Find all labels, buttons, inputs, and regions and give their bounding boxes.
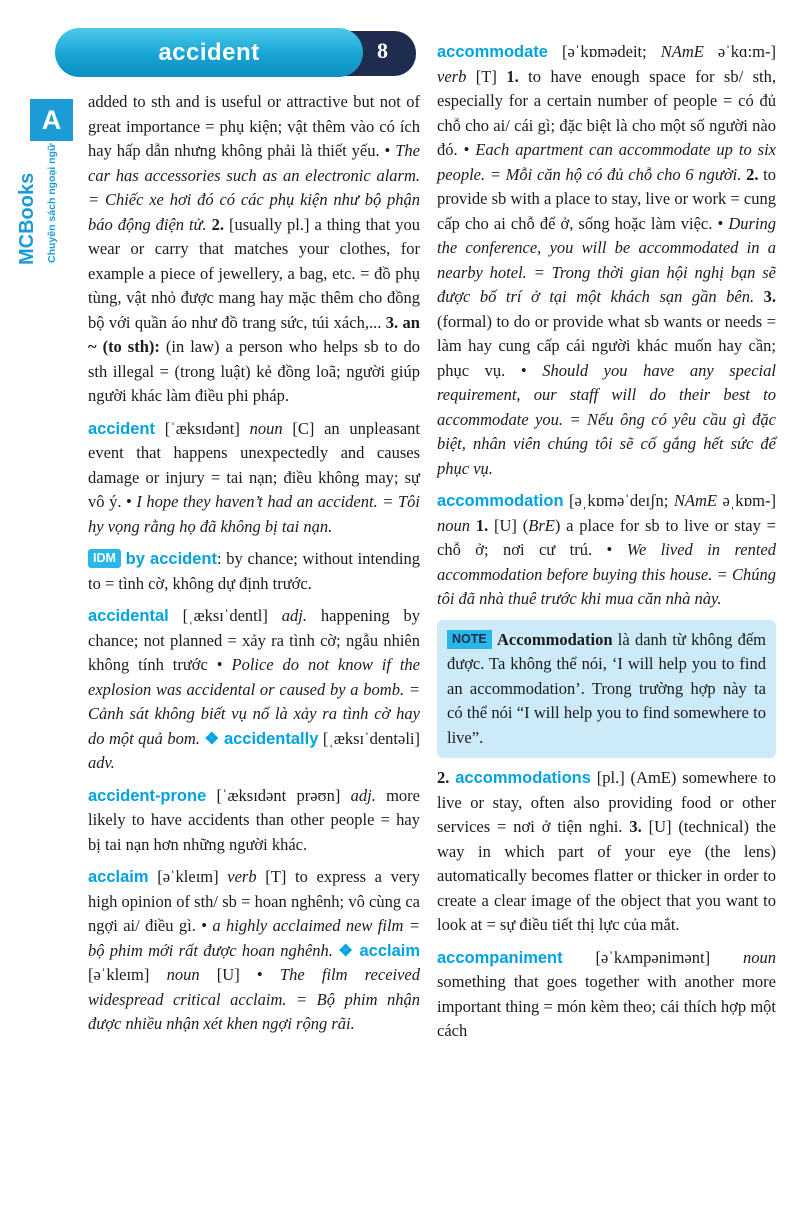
entry-accommodation <box>437 489 776 612</box>
entry-text: 3. <box>629 817 642 836</box>
entry-accident <box>88 417 420 540</box>
headword: accompaniment <box>437 948 563 967</box>
headword: accident <box>88 419 155 438</box>
entry-text: [ˈæksɪdənt prəʊn] <box>206 785 351 805</box>
section-letter: A <box>41 104 62 135</box>
page-number: 8 <box>377 38 388 63</box>
note-accommodation <box>437 620 776 759</box>
entry-text: adj. <box>281 606 307 625</box>
note-badge: NOTE <box>447 630 492 649</box>
entry-text: noun <box>249 418 283 438</box>
entry-text: noun <box>166 965 200 984</box>
entry-text: NAmE <box>673 491 717 510</box>
headword: accommodate <box>437 43 548 61</box>
headword: accidentally <box>223 729 319 748</box>
headword: accommodation <box>437 492 564 510</box>
entry-text: verb <box>227 867 257 886</box>
section-letter-tab <box>30 99 73 141</box>
publisher-logo: MCBooks <box>16 172 38 265</box>
headword: acclaim <box>88 868 149 886</box>
entry-accidental <box>88 604 420 776</box>
derivative-marker-icon: ❖ <box>332 940 360 960</box>
entry-text: verb <box>437 66 467 86</box>
entry-text: là danh từ không đếm được. Ta không thể nói, ‘I will help you to find an accommodation’. Trong trường hợp này ta có thể nói “I will help you to find somewhere to live”. <box>447 629 767 747</box>
page-header-banner <box>55 28 363 77</box>
entry-text: BrE <box>528 515 555 535</box>
entry-text: The film received widespread critical acclaim. = Bộ phim nhận được nhiều nhận xét khen ngợi rộng rãi. <box>88 965 420 1033</box>
entry-text: Each apartment can accommodate up to six people. = Mỗi căn hộ có đủ chỗ cho 6 người. <box>437 140 776 184</box>
headword: acclaim <box>359 941 421 960</box>
entry-text: more likely to have accidents than other people = hay bị tai nạn hơn những người khác. <box>88 785 420 854</box>
entry-accessory-continuation <box>88 90 420 409</box>
headword: accommodations <box>455 769 591 787</box>
entry-text: [U] • <box>199 965 280 984</box>
entry-text: əˈkɑ:m-] <box>703 42 776 61</box>
derivative-marker-icon: ❖ <box>199 728 224 748</box>
entry-text: əˌkɒm-] <box>716 491 776 510</box>
entry-text: 1. <box>475 515 489 535</box>
entry-text: I hope they haven’t had an accident. = Tôi hy vọng rằng họ đã không bị tai nạn. <box>88 492 420 536</box>
entry-text: : by chance; without intending to = tình cờ, không dự định trước. <box>88 549 420 593</box>
publisher-tagline: Chuyên sách ngoại ngữ <box>46 143 58 263</box>
entry-text: NAmE <box>660 42 704 61</box>
entry-text: 3. <box>763 287 776 306</box>
entry-text: noun <box>743 947 776 967</box>
entry-text: [əˈkʌmpənimənt] <box>562 947 743 967</box>
entry-text <box>754 287 764 306</box>
entry-text: [ˌæksɪˈdentl] <box>168 606 282 625</box>
entry-text: 2. <box>437 768 450 787</box>
idm-by-accident <box>88 547 420 596</box>
entry-text: [U] ( <box>488 515 529 535</box>
entry-text: [ˌæksɪˈdentəli] <box>318 728 420 748</box>
entry-text: Police do not know if the explosion was accidental or caused by a bomb. = Cảnh sát không biết vụ nổ là xảy ra tình cờ hay do một quả bom. <box>88 655 421 748</box>
entry-text: happening by chance; not planned = xảy ra tình cờ; ngẫu nhiên không tính trước • <box>88 606 420 674</box>
header-guide-word: accident <box>158 38 260 66</box>
entry-text: [U] (technical) the way in which part of your eye (the lens) automatically becomes flatter or thicker in order to create a clear image of the object that you want to look at = sự điều tiết thị lực của mắt. <box>437 817 776 934</box>
entry-text: 2. <box>211 214 225 234</box>
entry-text: 3. an ~ (to sth): <box>88 312 420 356</box>
entry-text: adj. <box>350 785 376 805</box>
entry-text: something that goes together with another more important thing = món kèm theo; cái thích hợp một cách <box>437 972 776 1040</box>
entry-text: [T] <box>466 66 507 86</box>
entry-text: [əˈkɒmədeit; <box>547 42 661 61</box>
entry-text: (in law) a person who helps sb to do sth illegal = (trong luật) kẻ đồng loã; người giúp người khác làm điều phi pháp. <box>88 337 420 405</box>
headword: accidental <box>88 607 169 625</box>
entry-text: [əˈkleɪm] <box>148 867 228 886</box>
entry-text: [pl.] (AmE) somewhere to live or stay, often also providing food or other services = nơi ở tiện nghi. <box>437 768 776 836</box>
entry-text: 1. <box>506 66 519 86</box>
entry-text: Accommodation <box>497 629 613 649</box>
entry-text: noun <box>437 515 470 535</box>
entry-text: to have enough space for sb/ sth, especially for a certain number of people = có đủ chỗ cho ai/ cái gì; đặc biệt là cho một số người nào đó. • <box>437 66 776 159</box>
entry-text: [T] to express a very high opinion of sth/ sb = hoan nghênh; vô cùng ca ngợi ai/ điều gì. • <box>88 867 420 935</box>
entry-text: [usually pl.] a thing that you wear or carry that matches your clothes, for example a piece of jewellery, a bag, etc. = đồ phụ tùng, vật nhỏ được mang hay mặc thêm cho đồng bộ với quần áo như đồ trang sức, túi xách,... <box>88 214 420 332</box>
entry-text: ) a place for sb to live or stay = chỗ ở; nơi cư trú. • <box>437 515 776 559</box>
entry-accident-prone <box>88 784 420 858</box>
entry-text: During the conference, you will be accommodated in a nearby hotel. = Trong thời gian hội nghị bạn sẽ được bố trí ở tại một khách sạn gần bên. <box>437 213 776 306</box>
entry-text: adv. <box>88 753 115 772</box>
entry-text: [əˌkɒməˈdeɪʃn; <box>563 491 674 510</box>
entry-accommodations <box>437 766 776 938</box>
entry-text: a highly acclaimed new film = bộ phim mới rất được hoan nghênh. <box>88 916 420 960</box>
left-column <box>88 90 420 1045</box>
entry-text: [əˈkleɪm] <box>88 965 167 984</box>
entry-accompaniment <box>437 946 776 1044</box>
entry-text: Should you have any special requirement, our staff will do their best to accommodate you. = Nếu ông có yêu cầu gì đặc biệt, nhân viên chúng tôi sẽ cố gắng hết sức để phục vụ. <box>437 360 776 478</box>
entry-text: to provide sb with a place to stay, live or work = cung cấp cho ai chỗ để ở, sống hoặc làm việc. • <box>437 164 777 233</box>
entry-acclaim <box>88 865 420 1037</box>
idm-badge: IDM <box>88 549 121 568</box>
entry-text: [C] an unpleasant event that happens unexpectedly and causes damage or injury = tai nạn; điều không may; sự vô ý. • <box>88 418 420 511</box>
entry-text: 2. <box>746 164 759 184</box>
idiom-headword: by accident <box>125 550 217 568</box>
entry-text: We lived in rented accommodation before buying this house. = Chúng tôi đã nhà thuê trước khi mua căn nhà này. <box>437 540 776 608</box>
entry-text: [ˈæksɪdənt] <box>154 418 250 438</box>
headword: accident-prone <box>88 786 207 805</box>
right-column <box>437 40 776 1052</box>
entry-text: added to sth and is useful or attractive but not of great importance = phụ kiện; vật thêm vào có ích hay hấp dẫn nhưng không phải là thiết yếu. • <box>88 92 420 160</box>
entry-text: The car has accessories such as an electronic alarm. = Chiếc xe hơi đó có các phụ kiện như bộ phận báo động điện tử. <box>88 141 420 234</box>
entry-accommodate <box>437 40 776 481</box>
entry-text: (formal) to do or provide what sb wants or needs = làm hay cung cấp cái người khác muốn hay cần; phục vụ. • <box>437 311 776 380</box>
